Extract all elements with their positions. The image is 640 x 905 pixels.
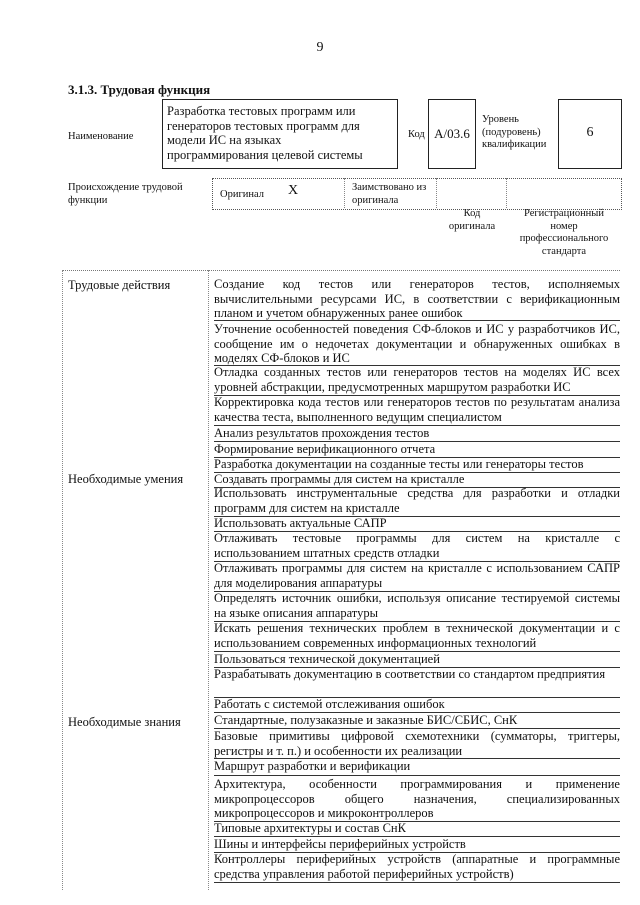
table-top-rule: [62, 270, 620, 271]
name-value-box: [162, 99, 398, 169]
knowledge-item: Стандартные, полузаказные и заказные БИС/СБИС, СнК: [214, 713, 518, 727]
knowledge-item: Типовые архитектуры и состав СнК: [214, 821, 406, 835]
knowledge-item: Архитектура, особенности программирования и применение микропроцессоров общего назначения, специализированных микропроцессоров и микроконтроллеров: [214, 777, 620, 820]
section-label-labor-actions: Трудовые действия: [68, 278, 171, 292]
name-label: Наименование: [68, 131, 134, 142]
skill-item: Разработка документации на созданные тесты или генераторы тестов: [214, 457, 584, 471]
origin-divider-3: [506, 178, 507, 208]
skill-item: Пользоваться технической документацией: [214, 652, 440, 666]
table-left-rule: [62, 270, 63, 890]
section-label-knowledge: Необходимые знания: [68, 715, 181, 729]
row-divider: [214, 775, 620, 776]
skill-item: Искать решения технических проблем в технической документации и с использованием современных информационных технологий: [214, 621, 620, 650]
table-mid-rule: [208, 270, 209, 890]
knowledge-item: Шины и интерфейсы периферийных устройств: [214, 837, 466, 851]
knowledge-item: Контроллеры периферийных устройств (аппаратные и программные средства управления работой периферийных устройств): [214, 852, 620, 881]
section-title: 3.1.3. Трудовая функция: [68, 82, 211, 97]
row-divider: [214, 320, 620, 321]
origin-divider-2: [436, 178, 437, 208]
labor-action-item: Корректировка кода тестов или генераторов тестов по результатам анализа качества теста, выполненного ведущим специалистом: [214, 395, 620, 424]
skill-item: Разрабатывать документацию в соответствии со стандартом предприятия: [214, 667, 606, 681]
knowledge-item: Маршрут разработки и верификации: [214, 759, 411, 773]
name-value: Разработка тестовых программ или генераторов тестовых программ для модели ИС на языках программирования целевой системы: [167, 104, 363, 162]
skill-item: Определять источник ошибки, используя описание тестируемой системы на языке описания аппаратуры: [214, 591, 620, 620]
skill-item: Отлаживать программы для систем на кристалле с использованием САПР для моделирования аппаратуры: [214, 561, 620, 590]
skill-item: Создавать программы для систем на кристалле: [214, 472, 465, 486]
reg-number-label: Регистрационный номер профессионального стандарта: [519, 208, 609, 257]
section-label-skills: Необходимые умения: [68, 472, 184, 486]
labor-action-item: Создание код тестов или генераторов тестов, исполняемых вычислительными ресурсами ИС, в соответствии с верификационным планом и учетом обнаруженных ранее ошибок: [214, 277, 620, 320]
skill-item: Работать с системой отслеживания ошибок: [214, 697, 445, 711]
labor-action-item: Отладка созданных тестов или генераторов тестов на моделях ИС всех уровней абстракции, предусмотренных маршрутом разработки ИС: [214, 365, 620, 394]
original-mark: X: [288, 183, 299, 198]
skill-item: Использовать инструментальные средства для разработки и отладки программ для систем на кристалле: [214, 486, 620, 515]
code-original-label: Код оригинала: [448, 208, 496, 232]
level-label: Уровень (подуровень) квалификации: [482, 114, 547, 150]
page-number: 9: [316, 40, 324, 55]
row-divider: [214, 882, 620, 883]
code-value-box: [428, 99, 476, 169]
knowledge-item: Базовые примитивы цифровой схемотехники (сумматоры, триггеры, регистры и т. п.) и особенности их реализации: [214, 729, 620, 758]
code-value: А/03.6: [434, 126, 470, 141]
skill-item: Использовать актуальные САПР: [214, 516, 387, 530]
origin-label: Происхождение трудовой функции: [68, 182, 183, 206]
level-value-box: [558, 99, 622, 169]
code-label: Код: [408, 129, 425, 140]
labor-action-item: Уточнение особенностей поведения СФ-блоков и ИС у разработчиков ИС, сообщение им о недочетах документации и обнаруженных ошибках в моделях СФ-блоков и ИС: [214, 322, 620, 365]
original-label: Оригинал: [220, 189, 264, 200]
labor-action-item: Анализ результатов прохождения тестов: [214, 426, 430, 440]
borrowed-label: Заимствовано из оригинала: [352, 182, 427, 206]
level-value: 6: [586, 125, 594, 140]
labor-action-item: Формирование верификационного отчета: [214, 442, 436, 456]
skill-item: Отлаживать тестовые программы для систем на кристалле с использованием штатных средств отладки: [214, 531, 620, 560]
origin-divider-1: [344, 178, 345, 208]
